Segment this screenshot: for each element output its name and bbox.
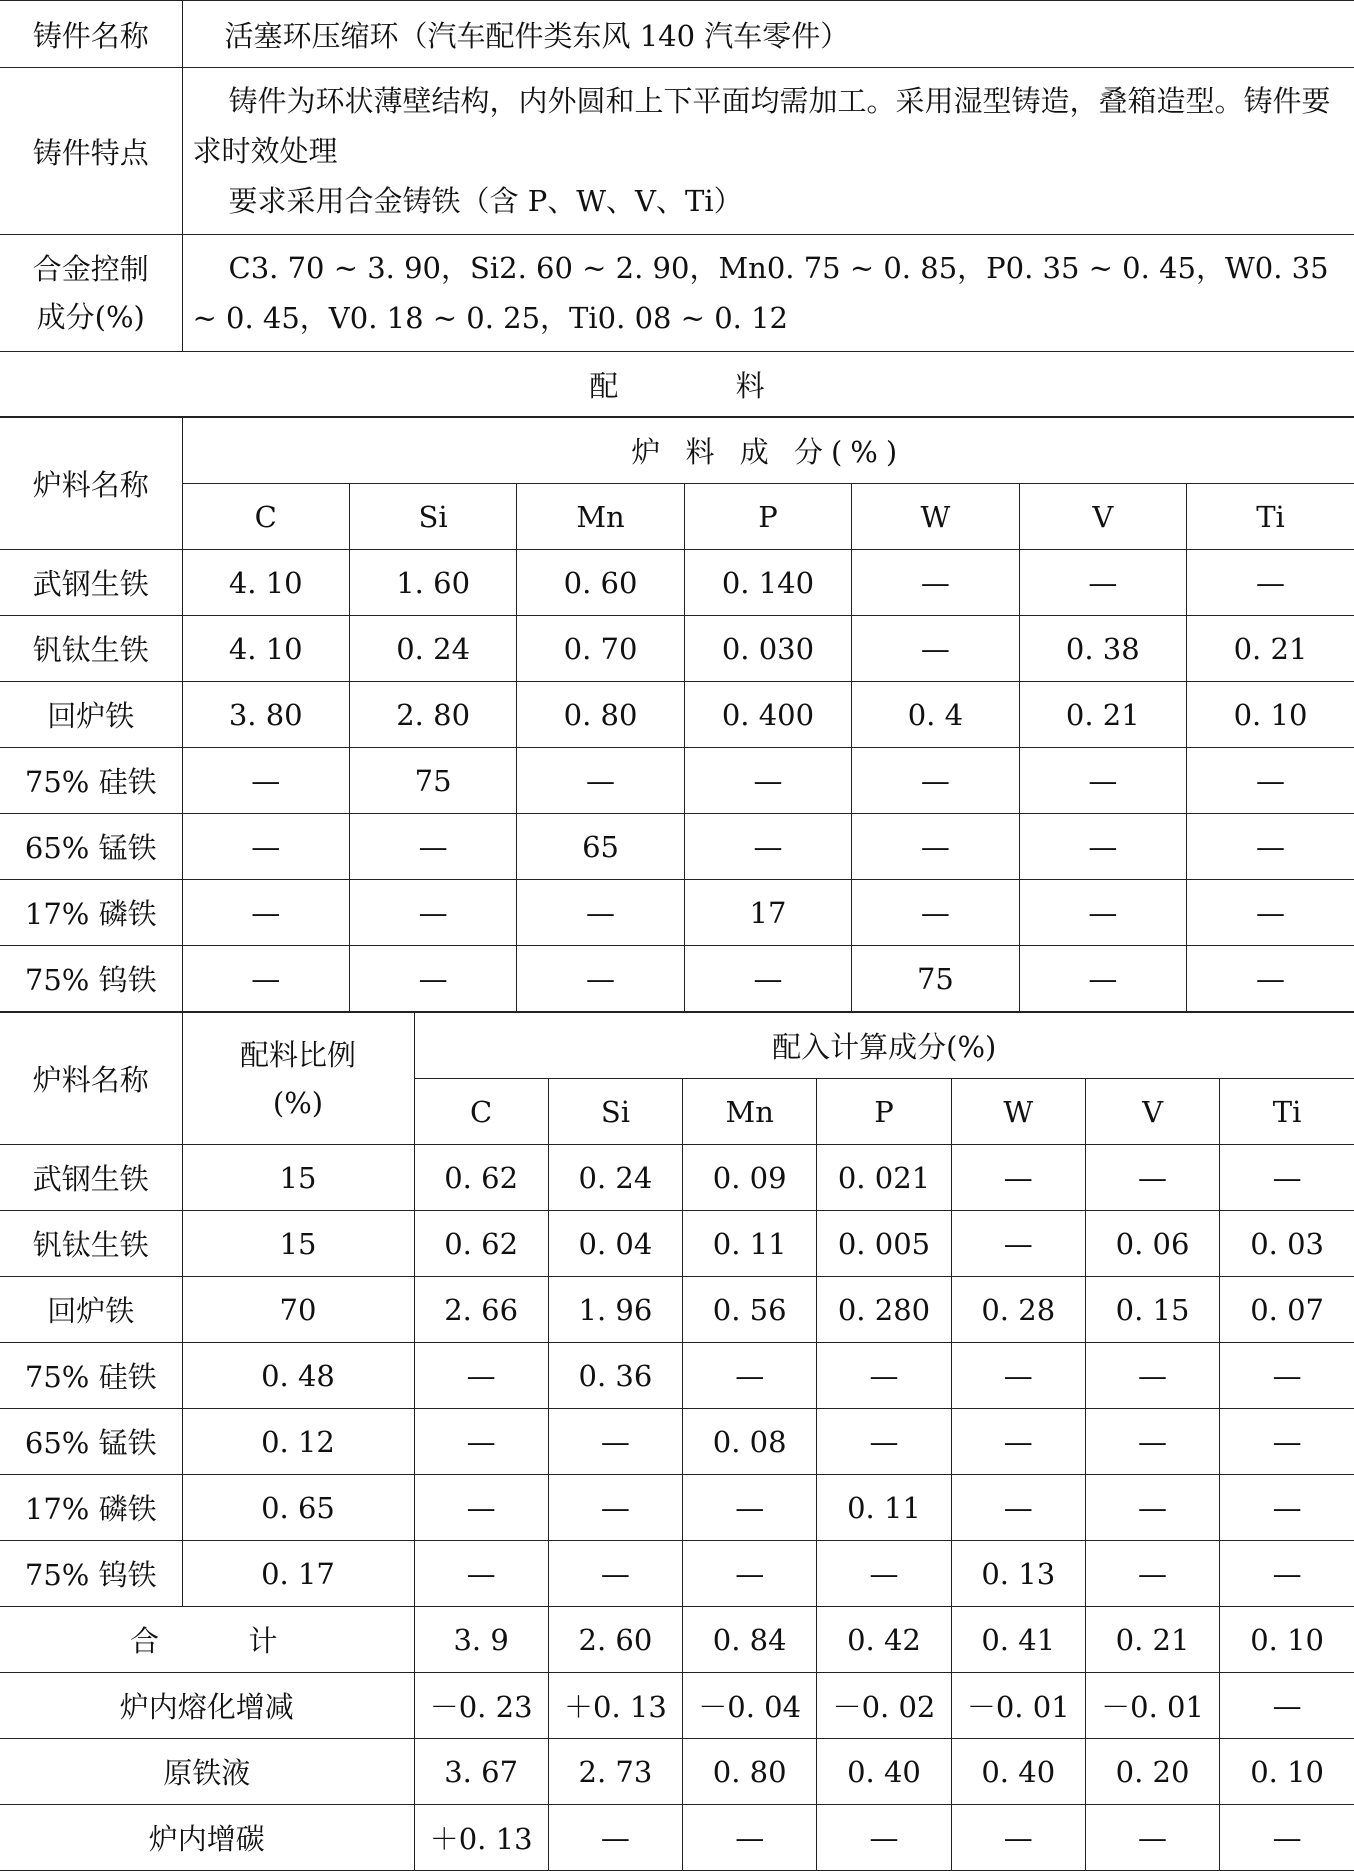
calc-row-name: 65% 锰铁 — [0, 1409, 182, 1475]
summary-cell: 0. 10 — [1220, 1739, 1354, 1805]
calc-cell: 0. 04 — [548, 1211, 682, 1277]
calc-cell: — — [683, 1541, 817, 1607]
summary-cell: 3. 9 — [414, 1607, 548, 1673]
calc-col-header: C — [414, 1079, 548, 1145]
summary-cell: －0. 01 — [951, 1673, 1085, 1739]
charge-col-header: C — [182, 484, 349, 550]
charge-cell: — — [182, 880, 349, 946]
calc-row-name: 17% 磷铁 — [0, 1475, 182, 1541]
calc-cell: — — [817, 1541, 951, 1607]
calc-row-ratio: 15 — [182, 1145, 414, 1211]
charge-col-header: W — [852, 484, 1019, 550]
summary-cell: 0. 20 — [1085, 1739, 1219, 1805]
alloy-label-line-2: 成分(%) — [36, 300, 145, 334]
calc-cell: — — [1085, 1475, 1219, 1541]
charge-cell: 0. 140 — [684, 550, 851, 616]
calc-cell: 0. 021 — [817, 1145, 951, 1211]
calc-cell: 0. 62 — [414, 1145, 548, 1211]
charge-cell: — — [1019, 946, 1186, 1012]
calc-col-header: Ti — [1220, 1079, 1354, 1145]
summary-cell: 0. 41 — [951, 1607, 1085, 1673]
charge-cell: 0. 70 — [517, 616, 684, 682]
calc-row — [0, 1145, 1354, 1211]
calc-cell: — — [1220, 1145, 1354, 1211]
calc-cell: 1. 96 — [548, 1277, 682, 1343]
casting-name-row — [0, 1, 1354, 68]
calc-row-name: 回炉铁 — [0, 1277, 182, 1343]
summary-cell: — — [951, 1805, 1085, 1871]
charge-row — [0, 550, 1354, 616]
calc-cell: 0. 06 — [1085, 1211, 1219, 1277]
charge-cell: — — [852, 616, 1019, 682]
charge-cell: 0. 10 — [1187, 682, 1354, 748]
charge-cell: — — [852, 880, 1019, 946]
calc-body — [0, 1145, 1354, 1871]
calc-cell: 0. 005 — [817, 1211, 951, 1277]
alloy-control-row — [0, 235, 1354, 352]
charge-row — [0, 616, 1354, 682]
summary-row-label: 原铁液 — [0, 1739, 414, 1805]
charge-cell: 75 — [349, 748, 516, 814]
charge-cell: 0. 38 — [1019, 616, 1186, 682]
calc-cell: 0. 11 — [817, 1475, 951, 1541]
summary-cell: 0. 10 — [1220, 1607, 1354, 1673]
section-title-text: 配 料 — [589, 368, 819, 403]
casting-name-value: 活塞环压缩环（汽车配件类东风 140 汽车零件） — [182, 1, 1354, 68]
calc-col-header: Si — [548, 1079, 682, 1145]
charge-row-name: 75% 硅铁 — [0, 748, 182, 814]
summary-cell: — — [548, 1805, 682, 1871]
summary-cell: ＋0. 13 — [414, 1805, 548, 1871]
calc-cell: — — [414, 1409, 548, 1475]
calc-cell: — — [951, 1343, 1085, 1409]
summary-cell: 0. 21 — [1085, 1607, 1219, 1673]
alloy-control-text: C3. 70 ~ 3. 90，Si2. 60 ~ 2. 90，Mn0. 75 ~ 0. 85，P0. 35 ~ 0. 45，W0. 35 ~ 0. 45，V0. 18 ~ 0. 25，Ti0. 08 ~ 0. 12 — [192, 251, 1329, 335]
calc-cell: 2. 66 — [414, 1277, 548, 1343]
charge-cell: 0. 030 — [684, 616, 851, 682]
charge-cell: 1. 60 — [349, 550, 516, 616]
calc-cell: 0. 56 — [683, 1277, 817, 1343]
charge-header-row-1 — [0, 418, 1354, 484]
calc-cell: 0. 62 — [414, 1211, 548, 1277]
calc-row-ratio: 70 — [182, 1277, 414, 1343]
charge-row — [0, 748, 1354, 814]
charge-cell: 17 — [684, 880, 851, 946]
calc-cell: 0. 08 — [683, 1409, 817, 1475]
summary-cell: — — [1220, 1805, 1354, 1871]
charge-row — [0, 946, 1354, 1012]
section-title — [0, 352, 1354, 417]
summary-row — [0, 1805, 1354, 1871]
ratio-header-line-2: (%) — [272, 1085, 324, 1120]
calc-cell: 0. 15 — [1085, 1277, 1219, 1343]
charge-cell: — — [684, 814, 851, 880]
charge-row-name: 17% 磷铁 — [0, 880, 182, 946]
charge-composition-table — [0, 417, 1354, 1012]
calc-cell: 0. 11 — [683, 1211, 817, 1277]
casting-features-value — [182, 68, 1354, 235]
summary-row — [0, 1673, 1354, 1739]
charge-row-name: 钒钛生铁 — [0, 616, 182, 682]
calc-cell: 0. 03 — [1220, 1211, 1354, 1277]
summary-cell: — — [817, 1805, 951, 1871]
casting-info-table — [0, 0, 1354, 417]
calc-cell: — — [951, 1475, 1085, 1541]
calc-cell: — — [1220, 1475, 1354, 1541]
calc-cell: — — [548, 1409, 682, 1475]
alloy-control-value — [182, 235, 1354, 352]
summary-cell: ＋0. 13 — [548, 1673, 682, 1739]
summary-cell: －0. 01 — [1085, 1673, 1219, 1739]
charge-cell: — — [852, 550, 1019, 616]
charge-cell: — — [684, 946, 851, 1012]
summary-cell: 0. 80 — [683, 1739, 817, 1805]
charge-name-header: 炉料名称 — [0, 418, 182, 550]
summary-cell: — — [1220, 1673, 1354, 1739]
calc-row-name: 75% 钨铁 — [0, 1541, 182, 1607]
calc-group-header: 配入计算成分(%) — [414, 1013, 1354, 1079]
charge-row-name: 武钢生铁 — [0, 550, 182, 616]
charge-cell: — — [1187, 748, 1354, 814]
calc-name-header: 炉料名称 — [0, 1013, 182, 1145]
charge-col-header: Ti — [1187, 484, 1354, 550]
calc-cell: — — [683, 1343, 817, 1409]
calc-row — [0, 1343, 1354, 1409]
charge-cell: 4. 10 — [182, 616, 349, 682]
charge-col-header: P — [684, 484, 851, 550]
summary-cell: －0. 04 — [683, 1673, 817, 1739]
charge-cell: — — [182, 748, 349, 814]
calculated-composition-table — [0, 1012, 1354, 1871]
calc-row — [0, 1541, 1354, 1607]
calc-cell: 0. 24 — [548, 1145, 682, 1211]
charge-cell: — — [684, 748, 851, 814]
charge-cell: — — [852, 814, 1019, 880]
summary-cell: －0. 02 — [817, 1673, 951, 1739]
charge-cell: 4. 10 — [182, 550, 349, 616]
charge-cell: — — [1019, 550, 1186, 616]
charge-cell: 0. 60 — [517, 550, 684, 616]
charge-row — [0, 880, 1354, 946]
calc-row-ratio: 0. 12 — [182, 1409, 414, 1475]
charge-cell: — — [349, 814, 516, 880]
features-line-2: 要求采用合金铸铁（含 P、W、V、Ti） — [228, 184, 743, 218]
calc-row-name: 钒钛生铁 — [0, 1211, 182, 1277]
summary-cell: — — [1085, 1805, 1219, 1871]
summary-cell: — — [683, 1805, 817, 1871]
ratio-header-line-1: 配料比例 — [239, 1037, 356, 1072]
charge-cell: 75 — [852, 946, 1019, 1012]
calc-col-header: W — [951, 1079, 1085, 1145]
charge-row — [0, 682, 1354, 748]
charge-cell: — — [517, 748, 684, 814]
charge-cell: 0. 24 — [349, 616, 516, 682]
calc-cell: — — [951, 1409, 1085, 1475]
calc-cell: — — [548, 1541, 682, 1607]
charge-cell: 0. 21 — [1187, 616, 1354, 682]
calc-row-ratio: 0. 48 — [182, 1343, 414, 1409]
charge-cell: 0. 21 — [1019, 682, 1186, 748]
charge-cell: — — [1187, 946, 1354, 1012]
calc-cell: — — [548, 1475, 682, 1541]
calc-cell: — — [683, 1475, 817, 1541]
charge-cell: 0. 4 — [852, 682, 1019, 748]
summary-cell: 2. 73 — [548, 1739, 682, 1805]
charge-group-header: 炉 料 成 分(%) — [182, 418, 1354, 484]
charge-row — [0, 814, 1354, 880]
summary-cell: 0. 84 — [683, 1607, 817, 1673]
summary-row-label: 炉内熔化增减 — [0, 1673, 414, 1739]
charge-col-header: V — [1019, 484, 1186, 550]
charge-body — [0, 550, 1354, 1012]
charge-cell: 0. 80 — [517, 682, 684, 748]
charge-col-header: Mn — [517, 484, 684, 550]
summary-row-label: 合 计 — [0, 1607, 414, 1673]
calc-cell: 0. 36 — [548, 1343, 682, 1409]
calc-row — [0, 1409, 1354, 1475]
calc-cell: 0. 07 — [1220, 1277, 1354, 1343]
charge-cell: — — [349, 880, 516, 946]
calc-ratio-header — [182, 1013, 414, 1145]
calc-cell: — — [1085, 1541, 1219, 1607]
charge-row-name: 回炉铁 — [0, 682, 182, 748]
calc-cell: — — [817, 1343, 951, 1409]
casting-features-label: 铸件特点 — [0, 68, 182, 235]
calc-cell: — — [1085, 1145, 1219, 1211]
calc-header-row-1 — [0, 1013, 1354, 1079]
charge-cell: — — [1019, 880, 1186, 946]
calc-cell: — — [414, 1343, 548, 1409]
charge-cell: — — [1187, 550, 1354, 616]
calc-cell: — — [951, 1211, 1085, 1277]
charge-cell: — — [517, 880, 684, 946]
summary-row — [0, 1739, 1354, 1805]
calc-cell: — — [1085, 1343, 1219, 1409]
charge-cell: 65 — [517, 814, 684, 880]
charge-cell: — — [1187, 814, 1354, 880]
summary-cell: 0. 40 — [817, 1739, 951, 1805]
summary-cell: 0. 42 — [817, 1607, 951, 1673]
casting-name-label: 铸件名称 — [0, 1, 182, 68]
section-title-row — [0, 352, 1354, 417]
charge-cell: — — [1019, 814, 1186, 880]
calc-cell: — — [414, 1475, 548, 1541]
charge-cell: — — [182, 814, 349, 880]
calc-cell: — — [951, 1145, 1085, 1211]
calc-cell: 0. 13 — [951, 1541, 1085, 1607]
charge-cell: — — [349, 946, 516, 1012]
charge-cell: 2. 80 — [349, 682, 516, 748]
charge-row-name: 65% 锰铁 — [0, 814, 182, 880]
calc-cell: — — [414, 1541, 548, 1607]
calc-cell: 0. 28 — [951, 1277, 1085, 1343]
calc-col-header: P — [817, 1079, 951, 1145]
alloy-label-line-1: 合金控制 — [32, 252, 149, 286]
calc-row-ratio: 0. 65 — [182, 1475, 414, 1541]
features-line-1: 铸件为环状薄壁结构，内外圆和上下平面均需加工。采用湿型铸造，叠箱造型。铸件要求时效处理 — [192, 84, 1331, 168]
calc-cell: — — [1220, 1409, 1354, 1475]
calc-row — [0, 1277, 1354, 1343]
summary-row — [0, 1607, 1354, 1673]
summary-cell: 2. 60 — [548, 1607, 682, 1673]
calc-cell: 0. 280 — [817, 1277, 951, 1343]
charge-cell: — — [1187, 880, 1354, 946]
calc-row — [0, 1475, 1354, 1541]
summary-row-label: 炉内增碳 — [0, 1805, 414, 1871]
calc-row-name: 75% 硅铁 — [0, 1343, 182, 1409]
charge-cell: 3. 80 — [182, 682, 349, 748]
charge-cell: 0. 400 — [684, 682, 851, 748]
charge-cell: — — [517, 946, 684, 1012]
calc-cell: — — [817, 1409, 951, 1475]
charge-row-name: 75% 钨铁 — [0, 946, 182, 1012]
casting-features-row — [0, 68, 1354, 235]
calc-cell: — — [1085, 1409, 1219, 1475]
summary-cell: 0. 40 — [951, 1739, 1085, 1805]
calc-row-name: 武钢生铁 — [0, 1145, 182, 1211]
calc-row-ratio: 15 — [182, 1211, 414, 1277]
calc-cell: — — [1220, 1343, 1354, 1409]
calc-row — [0, 1211, 1354, 1277]
charge-header-row-2 — [0, 484, 1354, 550]
summary-cell: －0. 23 — [414, 1673, 548, 1739]
calc-col-header: V — [1085, 1079, 1219, 1145]
calc-col-header: Mn — [683, 1079, 817, 1145]
calc-row-ratio: 0. 17 — [182, 1541, 414, 1607]
charge-cell: — — [852, 748, 1019, 814]
alloy-control-label — [0, 235, 182, 352]
charge-cell: — — [182, 946, 349, 1012]
charge-col-header: Si — [349, 484, 516, 550]
charge-cell: — — [1019, 748, 1186, 814]
calc-cell: — — [1220, 1541, 1354, 1607]
summary-cell: 3. 67 — [414, 1739, 548, 1805]
calc-cell: 0. 09 — [683, 1145, 817, 1211]
